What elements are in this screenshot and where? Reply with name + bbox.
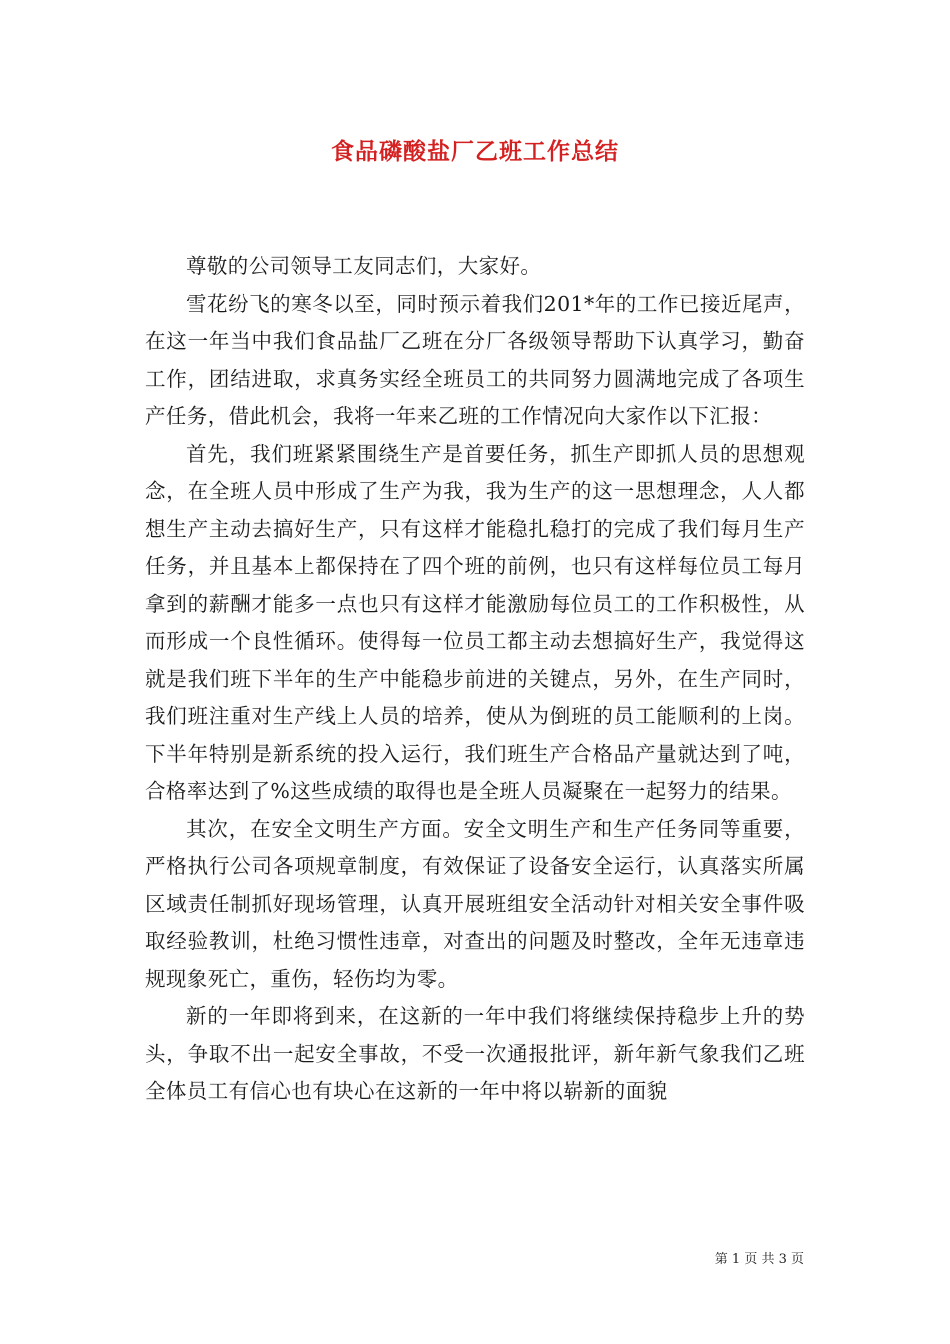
paragraph-intro: 雪花纷飞的寒冬以至，同时预示着我们201*年的工作已接近尾声，在这一年当中我们食品盐厂乙班在分厂各级领导帮助下认真学习，勤奋工作，团结进取，求真务实经全班员工的共同努力圆满地完成了各项生产任务，借此机会，我将一年来乙班的工作情况向大家作以下汇报： xyxy=(145,291,805,428)
paragraph-outlook: 新的一年即将到来，在这新的一年中我们将继续保持稳步上升的势头，争取不出一起安全事故，不受一次通报批评，新年新气象我们乙班全体员工有信心也有块心在这新的一年中将以崭新的面貌 xyxy=(145,1004,805,1103)
paragraph-safety: 其次，在安全文明生产方面。安全文明生产和生产任务同等重要，严格执行公司各项规章制度，有效保证了设备安全运行，认真落实所属区域责任制抓好现场管理，认真开展班组安全活动针对相关安全事件吸取经验教训，杜绝习惯性违章，对查出的问题及时整改，全年无违章违规现象死亡，重伤，轻伤均为零。 xyxy=(145,816,805,991)
page-number: 第 1 页 共 3 页 xyxy=(714,1252,804,1267)
paragraph-greeting: 尊敬的公司领导工友同志们，大家好。 xyxy=(186,254,542,278)
document-title: 食品磷酸盐厂乙班工作总结 xyxy=(331,138,619,165)
document-body xyxy=(145,248,805,1111)
paragraph-production: 首先，我们班紧紧围绕生产是首要任务，抓生产即抓人员的思想观念，在全班人员中形成了生产为我，我为生产的这一思想理念，人人都想生产主动去搞好生产，只有这样才能稳扎稳打的完成了我们每月生产任务，并且基本上都保持在了四个班的前例，也只有这样每位员工每月拿到的薪酬才能多一点也只有这样才能激励每位员工的工作积极性，从而形成一个良性循环。使得每一位员工都主动去想搞好生产，我觉得这就是我们班下半年的生产中能稳步前进的关键点，另外，在生产同时，我们班注重对生产线上人员的培养，使从为倒班的员工能顺利的上岗。下半年特别是新系统的投入运行，我们班生产合格品产量就达到了吨，合格率达到了%这些成绩的取得也是全班人员凝聚在一起努力的结果。 xyxy=(145,441,805,803)
